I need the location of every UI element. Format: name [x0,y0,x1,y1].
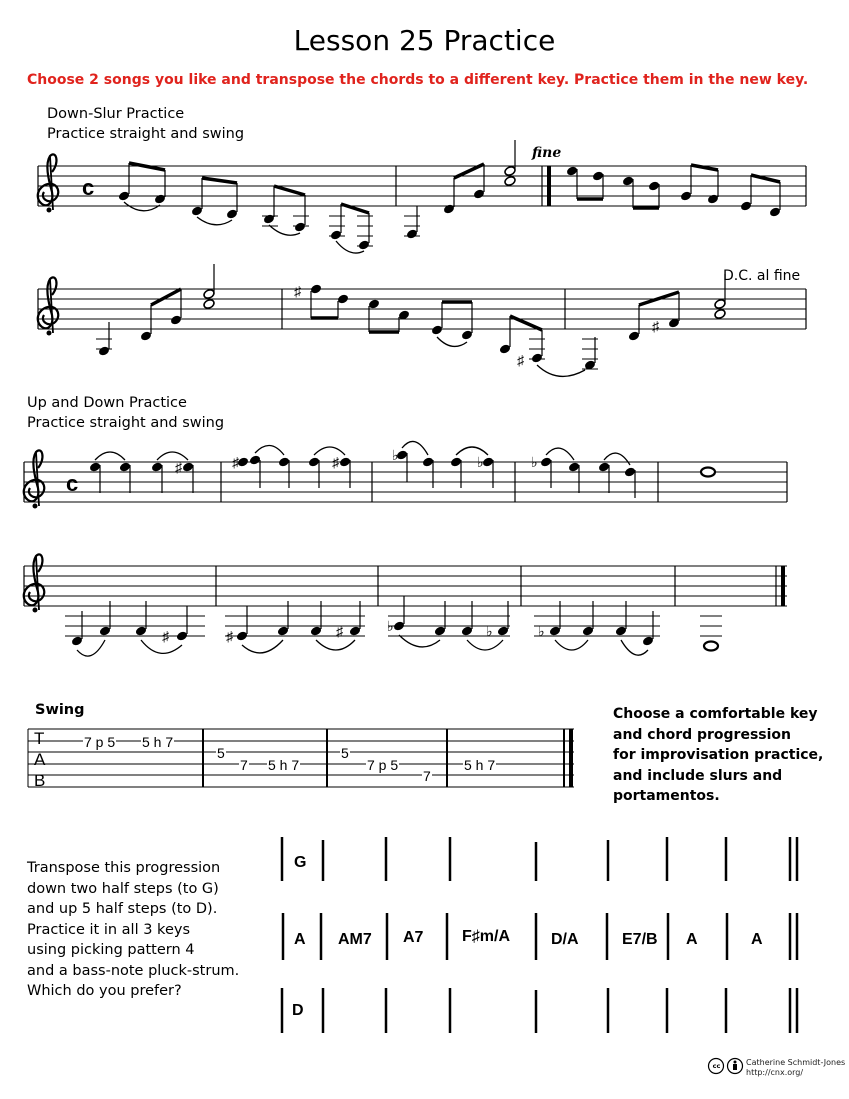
section2-heading: Up and Down Practice [27,395,187,411]
license-url[interactable]: http://cnx.org/ [746,1068,804,1077]
tab-number: 7 p 5 [84,734,116,750]
tab-number: 5 [341,745,349,761]
svg-text:♭: ♭ [538,623,545,639]
staff-system-1 [38,140,806,253]
svg-text:♭: ♭ [477,454,484,470]
svg-text:♯: ♯ [232,454,239,470]
section1-heading: Down-Slur Practice [47,106,185,122]
tab-number: 7 p 5 [367,757,399,773]
svg-text:♯: ♯ [162,628,169,644]
license-author: Catherine Schmidt-Jones [746,1058,846,1067]
transpose-line: and a bass-note pluck-strum. [27,962,240,979]
transpose-line: Transpose this progression [27,860,221,876]
page-title: Lesson 25 Practice [293,24,556,57]
chord: A [686,931,698,948]
tab-swing-label: Swing [35,702,85,718]
svg-text:♭: ♭ [486,623,493,639]
staff-system-3 [24,441,787,508]
tab-string-t: T [34,729,45,748]
transpose-line: using picking pattern 4 [27,942,195,958]
side-note-line: portamentos. [613,788,720,804]
fine-mark: fine [532,145,562,161]
side-note [613,704,823,807]
svg-text:♭: ♭ [387,618,394,634]
chord: F♯m/A [462,928,510,945]
side-note-line: Choose a comfortable key [613,706,818,722]
cc-badge-text: cc [712,1062,721,1070]
tab-number: 5 h 7 [464,757,496,773]
svg-text:♯: ♯ [226,628,233,644]
staff-system-2 [38,264,806,376]
svg-text:♯: ♯ [517,352,524,368]
svg-text:♯: ♯ [294,283,301,299]
chord: A [294,931,306,948]
svg-text:♯: ♯ [336,623,343,639]
svg-text:c: c [66,471,79,496]
chord: D/A [551,931,579,948]
transpose-line: Which do you prefer? [27,983,182,999]
tab-string-a: A [34,750,46,769]
dc-al-fine-mark: D.C. al fine [723,268,801,284]
chord-g: G [294,854,307,871]
svg-text:♭: ♭ [392,447,399,463]
transpose-instructions [27,858,239,1002]
side-note-line: and include slurs and [613,767,783,784]
chord-d: D [292,1002,304,1019]
transpose-line: down two half steps (to G) [27,880,219,897]
tab-number: 7 [240,757,248,773]
tab-number: 5 [217,745,225,761]
svg-text:♯: ♯ [652,318,659,334]
chord: A [751,931,763,948]
section2-subheading: Practice straight and swing [27,415,225,431]
chord: AM7 [338,931,372,948]
staff-system-4 [24,554,787,656]
svg-text:c: c [82,175,95,200]
chord: A7 [403,929,424,946]
tab-string-b: B [34,771,46,790]
transpose-line: Practice it in all 3 keys [27,921,190,938]
svg-text:♯: ♯ [175,459,182,475]
side-note-line: and chord progression [613,726,792,743]
section1-subheading: Practice straight and swing [47,126,245,142]
tab-number: 5 h 7 [268,757,300,773]
transpose-line: and up 5 half steps (to D). [27,901,218,917]
instruction-text: Choose 2 songs you like and transpose the chords to a different key. Practice them in the new key. [27,72,809,88]
tab-number: 5 h 7 [142,734,174,750]
license-text [746,1058,845,1078]
side-note-line: for improvisation practice, [613,747,824,763]
tab-number: 7 [423,768,431,784]
svg-text:♭: ♭ [531,454,538,470]
svg-text:♯: ♯ [332,454,339,470]
chord: E7/B [622,931,658,948]
